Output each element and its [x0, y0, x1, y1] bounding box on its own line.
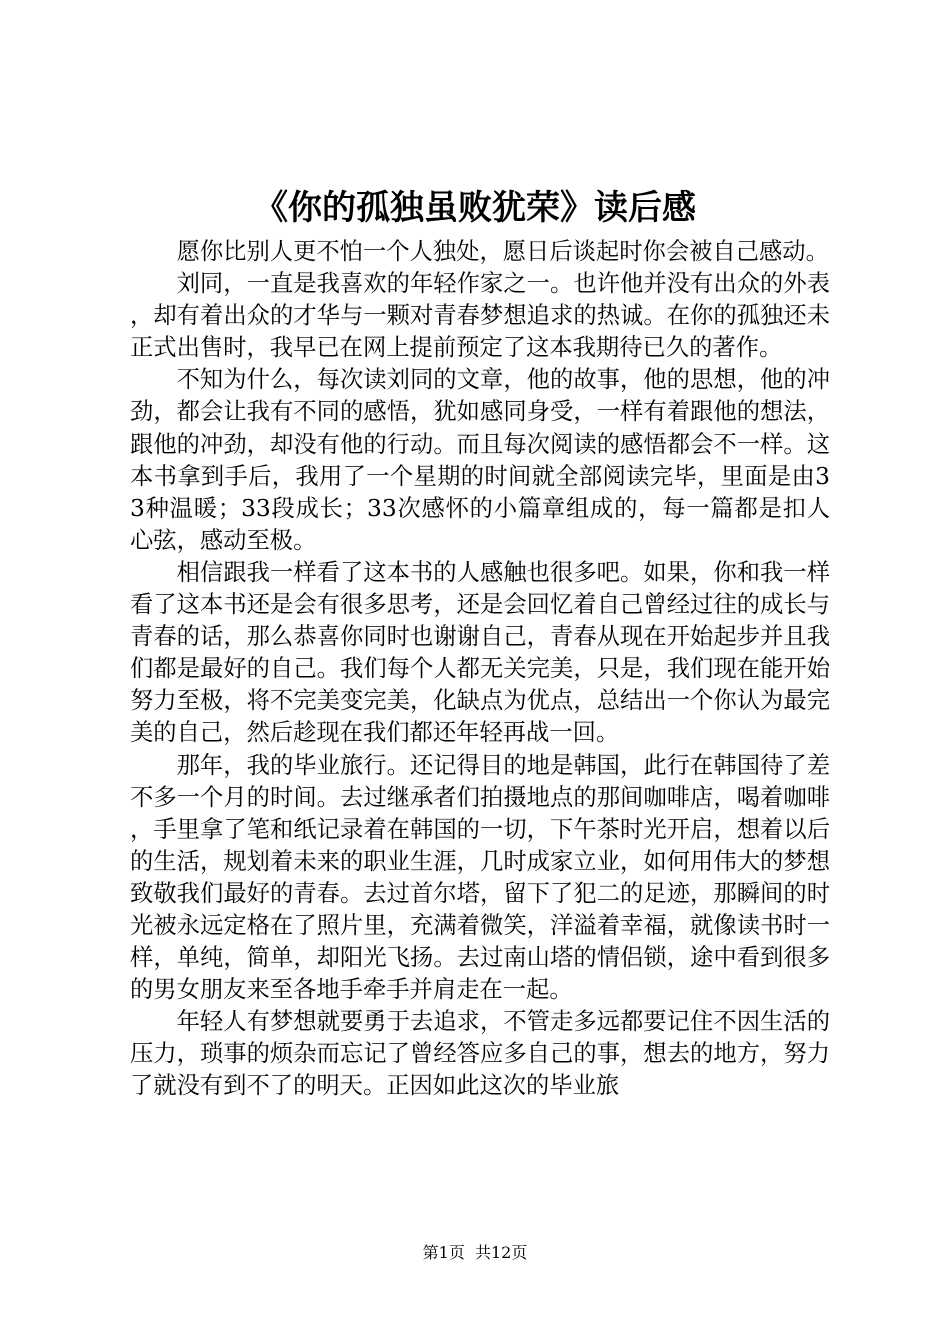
paragraph: 相信跟我一样看了这本书的人感触也很多吧。如果，你和我一样看了这本书还是会有很多思考，还是会回忆着自己曾经过往的成长与青春的话，那么恭喜你同时也谢谢自己，青春从现在开始起步并且我们都是最好的自己。我们每个人都无关完美，只是，我们现在能开始努力至极，将不完美变完美，化缺点为优点，总结出一个你认为最完美的自己，然后趁现在我们都还年轻再战一回。 — [130, 558, 830, 747]
page-number-label: 第1页 共12页 — [422, 1243, 528, 1262]
page-footer — [0, 1242, 950, 1264]
paragraph: 愿你比别人更不怕一个人独处，愿日后谈起时你会被自己感动。 — [176, 238, 829, 265]
paragraph: 年轻人有梦想就要勇于去追求，不管走多远都要记住不因生活的压力，琐事的烦杂而忘记了曾经答应多自己的事，想去的地方，努力了就没有到不了的明天。正因如此这次的毕业旅 — [130, 1008, 830, 1100]
paragraph: 不知为什么，每次读刘同的文章，他的故事，他的思想，他的冲劲，都会让我有不同的感悟，犹如感同身受，一样有着跟他的想法，跟他的冲劲，却没有他的行动。而且每次阅读的感悟都会不一样。这本书拿到手后，我用了一个星期的时间就全部阅读完毕，里面是由33种温暖；33段成长；33次感怀的小篇章组成的，每一篇都是扣人心弦，感动至极。 — [130, 366, 830, 554]
document-title: 《你的孤独虽败犹荣》读后感 — [254, 188, 696, 228]
paragraph: 刘同，一直是我喜欢的年轻作家之一。也许他并没有出众的外表，却有着出众的才华与一颗对青春梦想追求的热诚。在你的孤独还未正式出售时，我早已在网上提前预定了这本我期待已久的著作。 — [130, 270, 830, 362]
document-body — [130, 236, 830, 1103]
paragraph: 那年，我的毕业旅行。还记得目的地是韩国，此行在韩国待了差不多一个月的时间。去过继承者们拍摄地点的那间咖啡店，喝着咖啡，手里拿了笔和纸记录着在韩国的一切，下午茶时光开启，想着以后的生活，规划着未来的职业生涯，几时成家立业，如何用伟大的梦想致敬我们最好的青春。去过首尔塔，留下了犯二的足迹，那瞬间的时光被永远定格在了照片里，充满着微笑，洋溢着幸福，就像读书时一样，单纯，简单，却阳光飞扬。去过南山塔的情侣锁，途中看到很多的男女朋友来至各地手牵手并肩走在一起。 — [130, 751, 830, 1004]
